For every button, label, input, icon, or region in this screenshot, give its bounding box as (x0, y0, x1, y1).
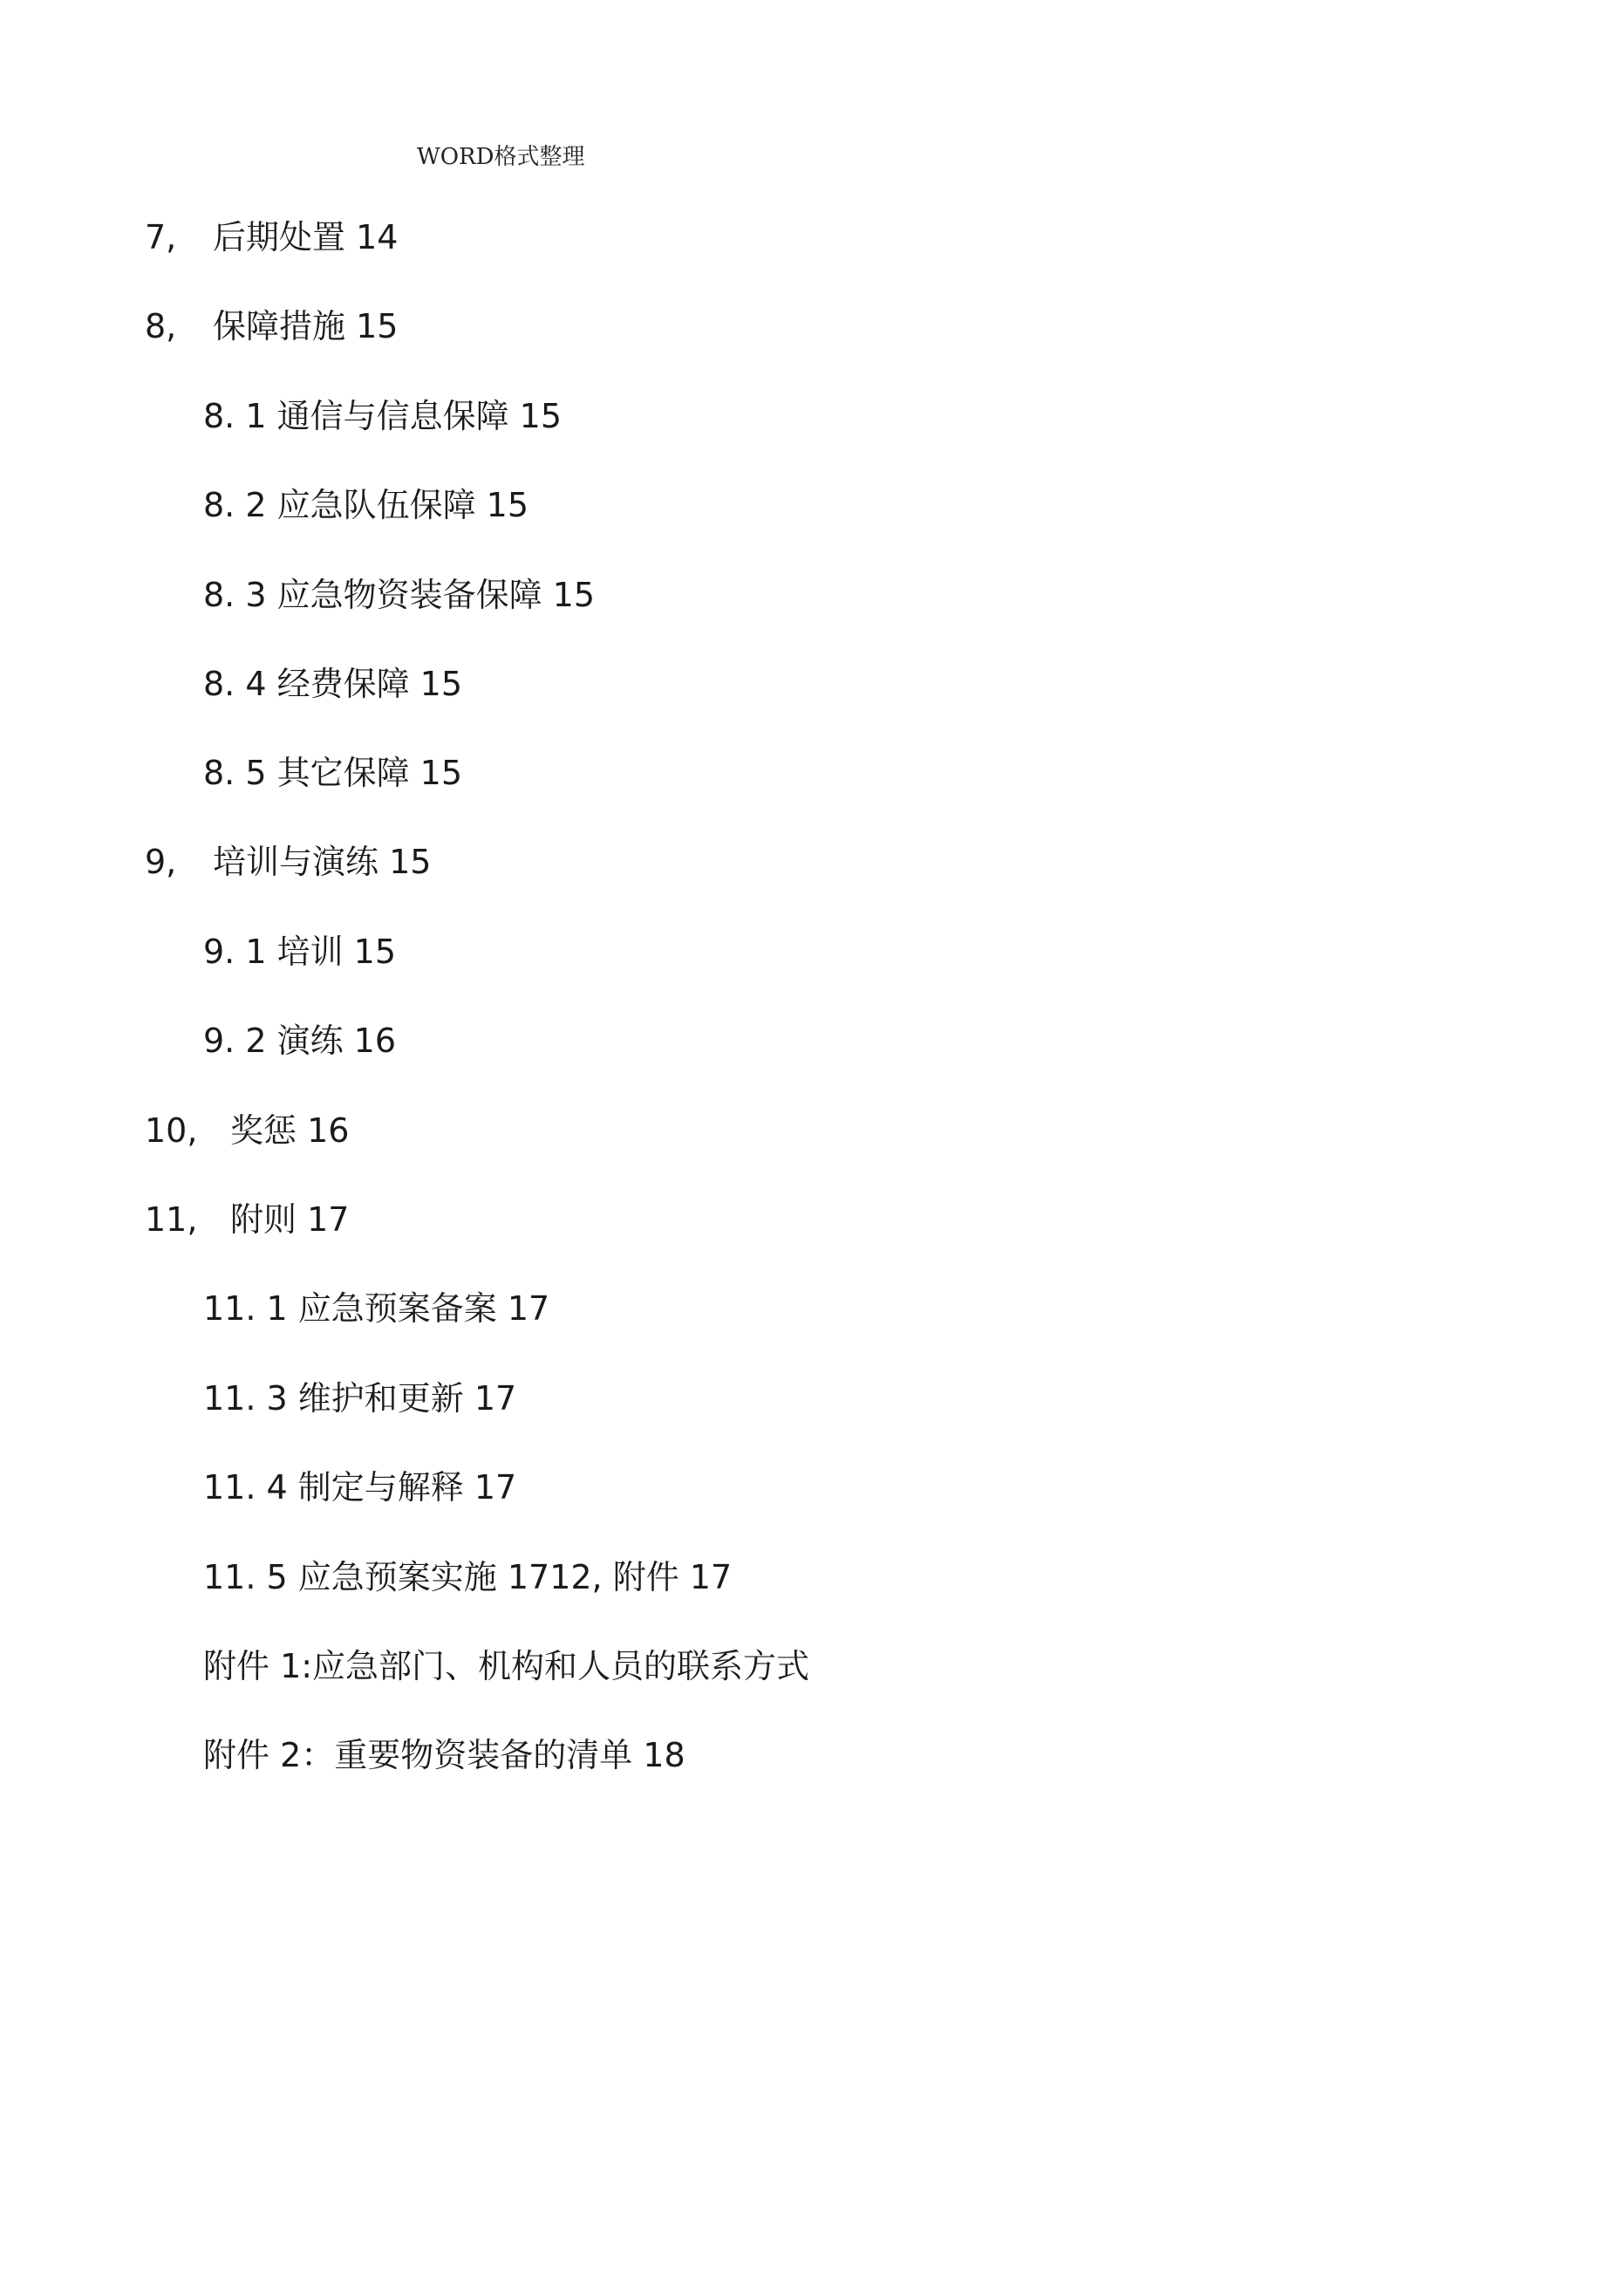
toc-entry-11-3 (203, 1376, 516, 1421)
toc-entry-8 (145, 304, 398, 349)
toc-entry-title: 9. 1 培训 15 (203, 933, 397, 971)
toc-entry-title: 11. 3 维护和更新 17 (203, 1379, 517, 1418)
toc-entry-title: 保障措施 15 (213, 307, 399, 345)
toc-entry-9 (145, 839, 431, 885)
toc-entry-8-2 (203, 482, 528, 528)
toc-entry-title: 培训与演练 15 (213, 843, 432, 881)
toc-entry-8-3 (203, 572, 595, 618)
toc-entry-title: 11. 5 应急预案实施 1712, 附件 17 (203, 1558, 733, 1596)
toc-entry-title: 9. 2 演练 16 (203, 1022, 397, 1060)
toc-entry-title: 后期处置 14 (213, 218, 399, 256)
toc-entry-8-5 (203, 750, 462, 796)
toc-entry-8-4 (203, 661, 462, 707)
toc-entry-appendix-1 (203, 1643, 809, 1689)
toc-entry-title: 11. 4 制定与解释 17 (203, 1468, 517, 1507)
toc-entry-11 (145, 1197, 349, 1242)
toc-entry-11-5 (203, 1555, 732, 1600)
toc-entry-number: 10, (145, 1111, 198, 1150)
toc-entry-number: 11, (145, 1200, 198, 1239)
toc-entry-appendix-2 (203, 1732, 685, 1778)
toc-entry-11-1 (203, 1286, 549, 1331)
toc-entry-number: 8, (145, 307, 177, 345)
toc-entry-title: 11. 1 应急预案备案 17 (203, 1289, 550, 1328)
toc-entry-title: 8. 3 应急物资装备保障 15 (203, 576, 596, 614)
toc-entry-title: 附则 17 (230, 1200, 350, 1239)
toc-entry-title: 8. 1 通信与信息保障 15 (203, 397, 563, 435)
toc-entry-number: 7, (145, 218, 177, 256)
toc-entry-title: 8. 4 经费保障 15 (203, 665, 463, 703)
toc-entry-7 (145, 215, 398, 260)
toc-entry-11-4 (203, 1465, 516, 1510)
toc-entry-title: 附件 1:应急部门、机构和人员的联系方式 (203, 1647, 810, 1685)
toc-entry-number: 9, (145, 843, 177, 881)
page-header: WORD格式整理 (417, 144, 585, 170)
toc-entry-9-1 (203, 929, 396, 974)
toc-entry-8-1 (203, 393, 562, 439)
toc-entry-10 (145, 1108, 349, 1153)
toc-entry-title: 8. 5 其它保障 15 (203, 754, 463, 792)
toc-entry-title: 8. 2 应急队伍保障 15 (203, 486, 529, 524)
toc-entry-title: 奖惩 16 (230, 1111, 350, 1150)
toc-entry-9-2 (203, 1018, 396, 1063)
toc-entry-title: 附件 2：重要物资装备的清单 18 (203, 1736, 685, 1774)
